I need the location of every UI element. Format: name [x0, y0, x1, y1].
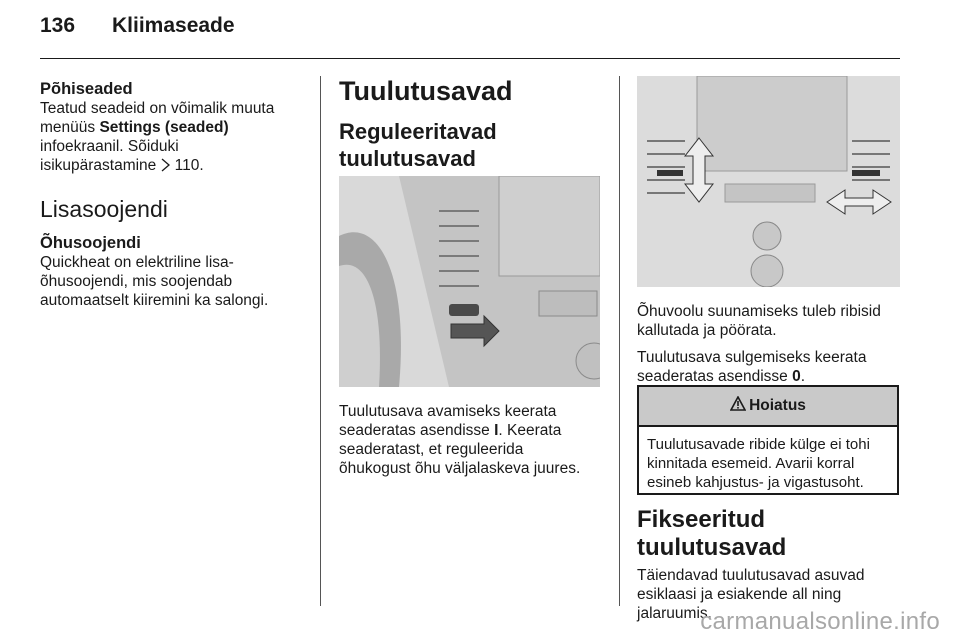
column-divider-1	[320, 76, 321, 606]
fixed-vents-text-3: jalaruumis.	[637, 605, 712, 622]
basic-settings-heading: Põhiseaded	[40, 80, 133, 98]
air-heater-text-3: automaatselt kiiremini ka salongi.	[40, 292, 269, 309]
warning-title: Hoiatus	[749, 397, 806, 414]
basic-settings-text-2: menüüs Settings (seaded)	[40, 119, 229, 136]
page-reference-link[interactable]: 110.	[174, 157, 204, 174]
basic-settings-text-1: Teatud seadeid on võimalik muuta	[40, 100, 275, 117]
open-vent-text-2: seaderatas asendisse I. Keerata	[339, 422, 562, 439]
warning-body	[639, 427, 897, 500]
basic-settings-text-4: isikupärastamine 110.	[40, 156, 312, 177]
close-vent-text-1: Tuulutusava sulgemiseks keerata	[637, 349, 867, 366]
warning-box	[637, 385, 899, 495]
air-heater-text-2: õhusoojendi, mis soojendab	[40, 273, 233, 290]
vents-heading: Tuulutusavad	[339, 76, 513, 106]
open-vent-text-3: seaderatast, et reguleerida	[339, 441, 524, 458]
left-column	[40, 80, 312, 310]
header-rule	[40, 58, 900, 59]
page-number: 136	[40, 14, 76, 37]
warning-text-3: esineb kahjustus- ja vigastusoht.	[647, 474, 864, 491]
warning-header	[639, 387, 897, 427]
close-vent-text-2: seaderatas asendisse 0.	[637, 368, 806, 385]
flow-text-1: Õhuvoolu suunamiseks tuleb ribisid	[637, 303, 881, 320]
right-text	[637, 302, 905, 386]
watermark: carmanualsonline.info	[700, 608, 940, 635]
middle-text	[339, 402, 609, 478]
column-divider-2	[619, 76, 620, 606]
open-vent-text-4: õhukogust õhu väljalaskeva juures.	[339, 460, 581, 477]
fixed-vents-text-2: esiklaasi ja esiakende all ning	[637, 586, 842, 603]
settings-menu-term: Settings (seaded)	[99, 119, 229, 136]
fixed-vents-section	[637, 506, 905, 623]
middle-column	[339, 76, 609, 172]
air-heater-heading: Õhusoojendi	[40, 234, 141, 252]
warning-text-1: Tuulutusavade ribide külge ei tohi	[647, 436, 870, 453]
fixed-vents-heading: Fikseeritud tuulutusavad	[637, 506, 787, 561]
adjustable-vents-heading-1: Reguleeritavad	[339, 119, 497, 144]
open-vent-text-1: Tuulutusava avamiseks keerata	[339, 403, 557, 420]
aux-heater-heading: Lisasoojendi	[40, 196, 168, 222]
chapter-title: Kliimaseade	[112, 14, 235, 37]
position-symbol-open: I	[494, 422, 499, 439]
flow-text-2: kallutada ja pöörata.	[637, 322, 777, 339]
adjustable-vent-illustration	[339, 176, 600, 387]
page-ref-arrow-icon	[161, 158, 170, 177]
adjustable-vents-heading-2: tuulutusavad	[339, 146, 476, 171]
position-symbol-closed: 0	[792, 368, 801, 385]
air-heater-text-1: Quickheat on elektriline lisa-	[40, 254, 234, 271]
warning-text-2: kinnitada esemeid. Avarii korral	[647, 455, 855, 472]
fixed-vents-text-1: Täiendavad tuulutusavad asuvad	[637, 567, 865, 584]
basic-settings-text-3: infoekraanil. Sõiduki	[40, 138, 179, 155]
vent-direction-illustration	[637, 76, 900, 287]
warning-triangle-icon	[730, 396, 746, 416]
